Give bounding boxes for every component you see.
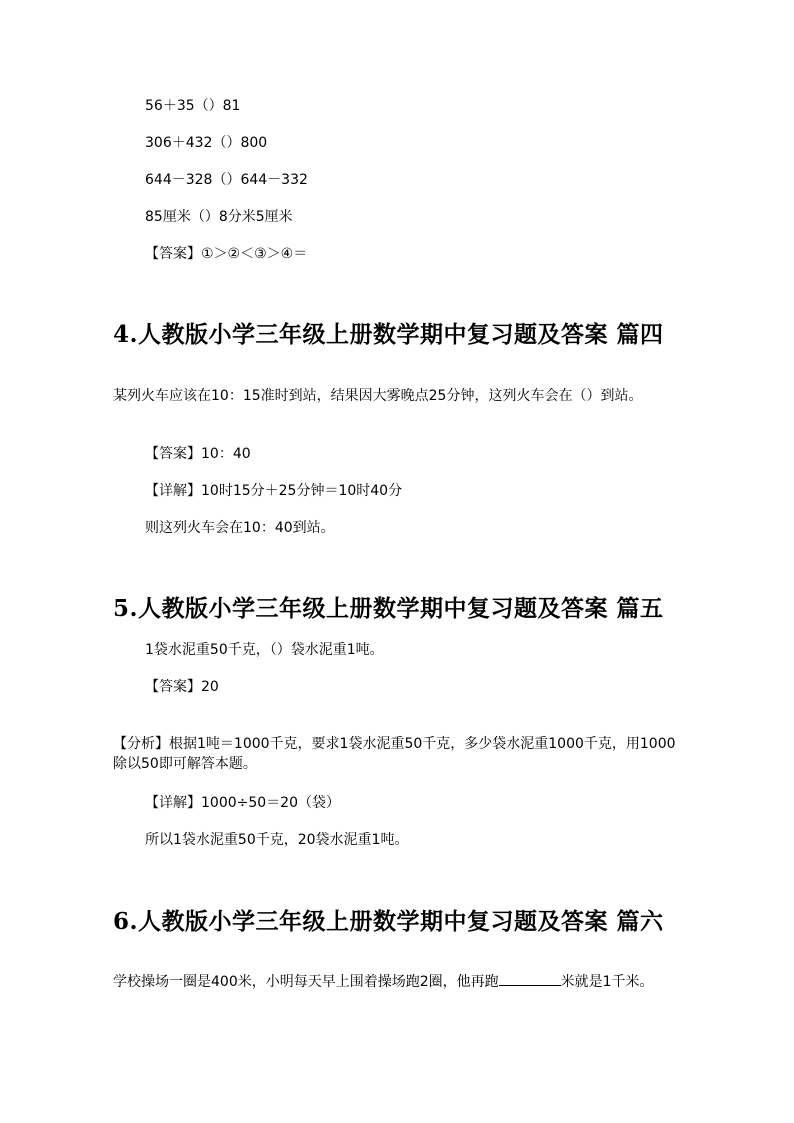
section-5-analysis: 【分析】根据1吨＝1000千克，要求1袋水泥重50千克，多少袋水泥重1000千克，用1000除以50即可解答本题。 xyxy=(113,736,676,772)
answer-3: 【答案】①＞②＜③＞④＝ xyxy=(145,246,308,262)
comparison-1: 56＋35（）81 xyxy=(145,98,241,114)
section-4-question: 某列火车应该在10：15准时到站，结果因大雾晚点25分钟，这列火车会在（）到站。 xyxy=(113,388,643,404)
question-part-2: 米就是1千米。 xyxy=(560,974,654,990)
section-4-detail: 【详解】10时15分＋25分钟＝10时40分 xyxy=(145,483,403,499)
section-5-conclusion: 所以1袋水泥重50千克，20袋水泥重1吨。 xyxy=(145,832,409,848)
section-6-title: 6.人教版小学三年级上册数学期中复习题及答案 篇六 xyxy=(113,908,664,935)
comparison-2: 306＋432（）800 xyxy=(145,135,268,151)
comparison-4: 85厘米（）8分米5厘米 xyxy=(145,209,293,225)
section-4-answer: 【答案】10：40 xyxy=(145,446,251,462)
section-5-question: 1袋水泥重50千克，（）袋水泥重1吨。 xyxy=(145,642,384,658)
answer-blank xyxy=(499,973,561,986)
question-part-1: 学校操场一圈是400米，小明每天早上围着操场跑2圈，他再跑 xyxy=(113,974,499,990)
comparison-3: 644－328（）644－332 xyxy=(145,172,308,188)
section-4-conclusion: 则这列火车会在10：40到站。 xyxy=(145,520,335,536)
section-6-question xyxy=(113,972,683,992)
section-4-title: 4.人教版小学三年级上册数学期中复习题及答案 篇四 xyxy=(113,321,664,348)
section-5-answer: 【答案】20 xyxy=(145,679,219,695)
section-5-title: 5.人教版小学三年级上册数学期中复习题及答案 篇五 xyxy=(113,595,664,622)
section-5-detail: 【详解】1000÷50＝20（袋） xyxy=(145,795,340,811)
